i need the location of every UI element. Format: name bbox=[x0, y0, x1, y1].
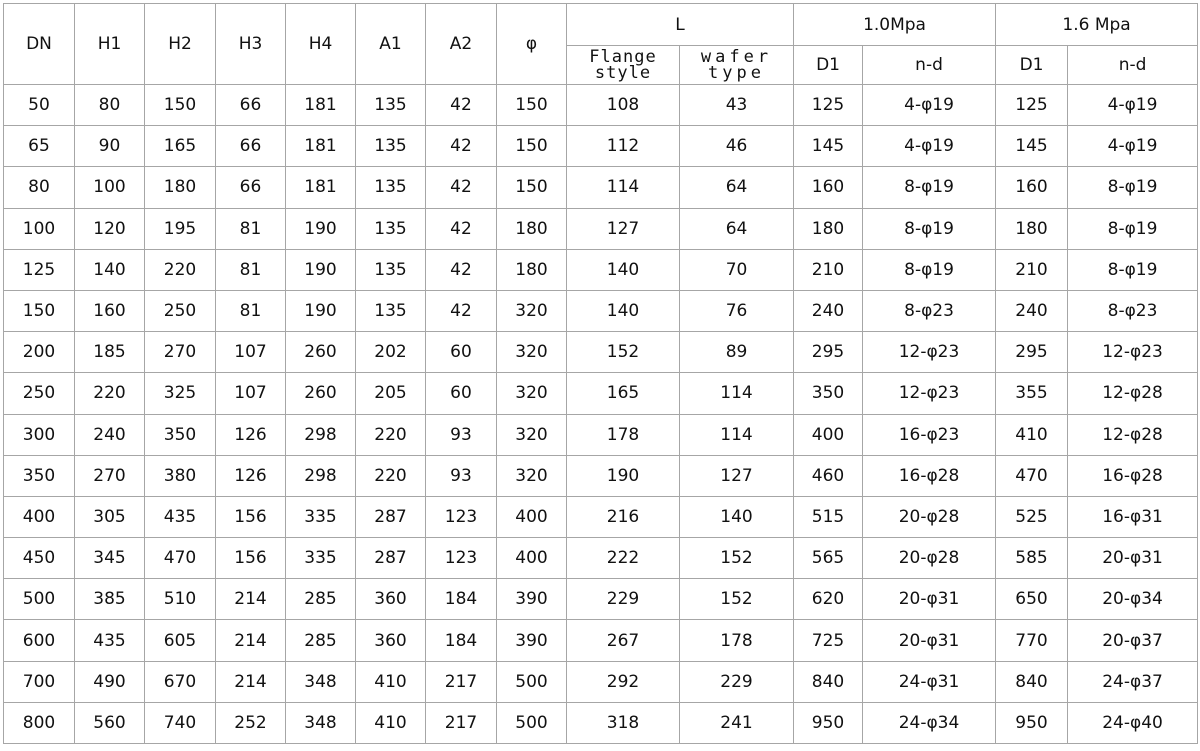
table-row bbox=[4, 208, 1198, 249]
cell-h4: 298 bbox=[286, 414, 356, 455]
cell-p16-nd: 4-φ19 bbox=[1068, 126, 1198, 167]
cell-l-flange: 229 bbox=[567, 579, 680, 620]
cell-a2: 42 bbox=[426, 208, 497, 249]
cell-h4: 190 bbox=[286, 290, 356, 331]
cell-l-flange: 114 bbox=[567, 167, 680, 208]
header-a2: A2 bbox=[426, 4, 497, 85]
cell-h2: 195 bbox=[145, 208, 216, 249]
table-row bbox=[4, 373, 1198, 414]
cell-a1: 135 bbox=[356, 126, 426, 167]
cell-a2: 184 bbox=[426, 579, 497, 620]
cell-h3: 156 bbox=[216, 496, 286, 537]
cell-p16-d1: 160 bbox=[996, 167, 1068, 208]
cell-l-wafer: 114 bbox=[680, 373, 794, 414]
header-row-top bbox=[4, 4, 1198, 46]
table-row bbox=[4, 620, 1198, 661]
cell-a2: 42 bbox=[426, 249, 497, 290]
cell-l-wafer: 64 bbox=[680, 167, 794, 208]
cell-l-wafer: 178 bbox=[680, 620, 794, 661]
cell-h1: 185 bbox=[75, 332, 145, 373]
table-header bbox=[4, 4, 1198, 85]
cell-p10-nd: 8-φ19 bbox=[863, 249, 996, 290]
cell-phi: 320 bbox=[497, 414, 567, 455]
cell-h3: 214 bbox=[216, 661, 286, 702]
header-pressure-1-0: 1.0Mpa bbox=[794, 4, 996, 46]
cell-l-flange: 140 bbox=[567, 290, 680, 331]
cell-phi: 320 bbox=[497, 290, 567, 331]
cell-h2: 470 bbox=[145, 538, 216, 579]
cell-h2: 220 bbox=[145, 249, 216, 290]
cell-phi: 400 bbox=[497, 496, 567, 537]
header-l-flange-line1: Flange bbox=[589, 47, 657, 67]
cell-a2: 93 bbox=[426, 455, 497, 496]
cell-l-wafer: 46 bbox=[680, 126, 794, 167]
cell-a2: 123 bbox=[426, 538, 497, 579]
cell-h1: 80 bbox=[75, 85, 145, 126]
cell-h2: 435 bbox=[145, 496, 216, 537]
cell-p10-d1: 125 bbox=[794, 85, 863, 126]
cell-h2: 350 bbox=[145, 414, 216, 455]
cell-h1: 490 bbox=[75, 661, 145, 702]
cell-dn: 500 bbox=[4, 579, 75, 620]
cell-phi: 180 bbox=[497, 208, 567, 249]
cell-h1: 120 bbox=[75, 208, 145, 249]
cell-l-flange: 108 bbox=[567, 85, 680, 126]
cell-l-wafer: 70 bbox=[680, 249, 794, 290]
cell-p10-nd: 24-φ31 bbox=[863, 661, 996, 702]
cell-p10-nd: 16-φ23 bbox=[863, 414, 996, 455]
cell-p16-nd: 12-φ23 bbox=[1068, 332, 1198, 373]
cell-h4: 181 bbox=[286, 85, 356, 126]
header-l-group: L bbox=[567, 4, 794, 46]
cell-p16-d1: 355 bbox=[996, 373, 1068, 414]
cell-phi: 400 bbox=[497, 538, 567, 579]
cell-h4: 190 bbox=[286, 208, 356, 249]
cell-h1: 160 bbox=[75, 290, 145, 331]
cell-h2: 180 bbox=[145, 167, 216, 208]
cell-h1: 560 bbox=[75, 702, 145, 743]
cell-a1: 410 bbox=[356, 702, 426, 743]
cell-p10-d1: 620 bbox=[794, 579, 863, 620]
table-row bbox=[4, 332, 1198, 373]
cell-a1: 135 bbox=[356, 85, 426, 126]
header-dn: DN bbox=[4, 4, 75, 85]
cell-a1: 202 bbox=[356, 332, 426, 373]
cell-p10-d1: 295 bbox=[794, 332, 863, 373]
cell-p10-d1: 565 bbox=[794, 538, 863, 579]
cell-l-flange: 152 bbox=[567, 332, 680, 373]
cell-l-wafer: 241 bbox=[680, 702, 794, 743]
cell-h2: 325 bbox=[145, 373, 216, 414]
cell-a1: 410 bbox=[356, 661, 426, 702]
cell-l-wafer: 89 bbox=[680, 332, 794, 373]
cell-dn: 400 bbox=[4, 496, 75, 537]
cell-p10-nd: 12-φ23 bbox=[863, 373, 996, 414]
cell-h1: 220 bbox=[75, 373, 145, 414]
cell-a2: 184 bbox=[426, 620, 497, 661]
cell-l-flange: 178 bbox=[567, 414, 680, 455]
cell-h2: 380 bbox=[145, 455, 216, 496]
cell-l-flange: 267 bbox=[567, 620, 680, 661]
cell-h1: 435 bbox=[75, 620, 145, 661]
cell-h2: 740 bbox=[145, 702, 216, 743]
cell-p10-nd: 20-φ31 bbox=[863, 579, 996, 620]
cell-p10-nd: 8-φ23 bbox=[863, 290, 996, 331]
cell-h2: 270 bbox=[145, 332, 216, 373]
cell-h3: 156 bbox=[216, 538, 286, 579]
cell-h3: 81 bbox=[216, 208, 286, 249]
cell-p10-d1: 180 bbox=[794, 208, 863, 249]
cell-a1: 287 bbox=[356, 496, 426, 537]
cell-dn: 800 bbox=[4, 702, 75, 743]
cell-h4: 285 bbox=[286, 579, 356, 620]
cell-p10-d1: 145 bbox=[794, 126, 863, 167]
cell-h1: 90 bbox=[75, 126, 145, 167]
cell-h4: 285 bbox=[286, 620, 356, 661]
cell-h1: 240 bbox=[75, 414, 145, 455]
cell-a1: 135 bbox=[356, 167, 426, 208]
table-row bbox=[4, 702, 1198, 743]
cell-phi: 500 bbox=[497, 661, 567, 702]
cell-l-wafer: 127 bbox=[680, 455, 794, 496]
header-h2: H2 bbox=[145, 4, 216, 85]
cell-a2: 217 bbox=[426, 702, 497, 743]
cell-a2: 60 bbox=[426, 332, 497, 373]
cell-a1: 287 bbox=[356, 538, 426, 579]
cell-h4: 260 bbox=[286, 332, 356, 373]
cell-p16-d1: 240 bbox=[996, 290, 1068, 331]
cell-p10-nd: 4-φ19 bbox=[863, 85, 996, 126]
cell-l-flange: 140 bbox=[567, 249, 680, 290]
cell-h1: 385 bbox=[75, 579, 145, 620]
cell-dn: 350 bbox=[4, 455, 75, 496]
cell-h3: 66 bbox=[216, 167, 286, 208]
cell-h3: 214 bbox=[216, 620, 286, 661]
cell-phi: 320 bbox=[497, 332, 567, 373]
cell-p10-nd: 4-φ19 bbox=[863, 126, 996, 167]
cell-h2: 510 bbox=[145, 579, 216, 620]
cell-a1: 360 bbox=[356, 620, 426, 661]
header-p10-nd: n-d bbox=[863, 46, 996, 85]
cell-a1: 135 bbox=[356, 208, 426, 249]
header-l-flange-line2: style bbox=[594, 63, 652, 83]
dimension-spec-table bbox=[3, 3, 1198, 744]
cell-h1: 270 bbox=[75, 455, 145, 496]
cell-p16-nd: 24-φ37 bbox=[1068, 661, 1198, 702]
cell-h4: 335 bbox=[286, 538, 356, 579]
cell-p16-nd: 8-φ23 bbox=[1068, 290, 1198, 331]
cell-h3: 81 bbox=[216, 290, 286, 331]
cell-p16-nd: 16-φ31 bbox=[1068, 496, 1198, 537]
header-h1: H1 bbox=[75, 4, 145, 85]
cell-h1: 305 bbox=[75, 496, 145, 537]
cell-dn: 150 bbox=[4, 290, 75, 331]
cell-h4: 260 bbox=[286, 373, 356, 414]
cell-p10-d1: 515 bbox=[794, 496, 863, 537]
cell-dn: 65 bbox=[4, 126, 75, 167]
cell-l-wafer: 43 bbox=[680, 85, 794, 126]
cell-h1: 140 bbox=[75, 249, 145, 290]
cell-phi: 500 bbox=[497, 702, 567, 743]
cell-p16-nd: 20-φ31 bbox=[1068, 538, 1198, 579]
cell-dn: 300 bbox=[4, 414, 75, 455]
cell-h4: 335 bbox=[286, 496, 356, 537]
table-row bbox=[4, 85, 1198, 126]
table-row bbox=[4, 579, 1198, 620]
cell-h4: 348 bbox=[286, 702, 356, 743]
cell-h2: 150 bbox=[145, 85, 216, 126]
cell-phi: 150 bbox=[497, 167, 567, 208]
cell-h3: 66 bbox=[216, 126, 286, 167]
table-row bbox=[4, 126, 1198, 167]
cell-p16-nd: 12-φ28 bbox=[1068, 373, 1198, 414]
cell-p16-d1: 525 bbox=[996, 496, 1068, 537]
table-row bbox=[4, 455, 1198, 496]
cell-h3: 107 bbox=[216, 332, 286, 373]
header-h4: H4 bbox=[286, 4, 356, 85]
cell-p10-d1: 350 bbox=[794, 373, 863, 414]
table-row bbox=[4, 167, 1198, 208]
cell-a2: 42 bbox=[426, 290, 497, 331]
cell-h3: 66 bbox=[216, 85, 286, 126]
cell-dn: 125 bbox=[4, 249, 75, 290]
header-l-wafer-type bbox=[680, 46, 794, 85]
cell-l-flange: 190 bbox=[567, 455, 680, 496]
cell-a2: 42 bbox=[426, 126, 497, 167]
cell-a1: 220 bbox=[356, 414, 426, 455]
cell-p10-d1: 210 bbox=[794, 249, 863, 290]
cell-p16-nd: 8-φ19 bbox=[1068, 167, 1198, 208]
cell-p10-nd: 20-φ28 bbox=[863, 538, 996, 579]
cell-p10-nd: 8-φ19 bbox=[863, 208, 996, 249]
cell-p16-d1: 210 bbox=[996, 249, 1068, 290]
cell-p10-nd: 24-φ34 bbox=[863, 702, 996, 743]
cell-a2: 42 bbox=[426, 167, 497, 208]
cell-h4: 181 bbox=[286, 167, 356, 208]
header-p16-d1: D1 bbox=[996, 46, 1068, 85]
cell-p16-d1: 180 bbox=[996, 208, 1068, 249]
cell-l-wafer: 76 bbox=[680, 290, 794, 331]
header-pressure-1-6: 1.6 Mpa bbox=[996, 4, 1198, 46]
cell-p10-nd: 20-φ28 bbox=[863, 496, 996, 537]
cell-p10-nd: 12-φ23 bbox=[863, 332, 996, 373]
cell-p16-d1: 410 bbox=[996, 414, 1068, 455]
cell-h1: 345 bbox=[75, 538, 145, 579]
cell-a1: 360 bbox=[356, 579, 426, 620]
cell-a2: 217 bbox=[426, 661, 497, 702]
cell-dn: 700 bbox=[4, 661, 75, 702]
cell-l-wafer: 140 bbox=[680, 496, 794, 537]
cell-h2: 670 bbox=[145, 661, 216, 702]
cell-p16-nd: 24-φ40 bbox=[1068, 702, 1198, 743]
table-row bbox=[4, 496, 1198, 537]
cell-h3: 252 bbox=[216, 702, 286, 743]
cell-phi: 180 bbox=[497, 249, 567, 290]
cell-l-flange: 165 bbox=[567, 373, 680, 414]
cell-l-wafer: 229 bbox=[680, 661, 794, 702]
cell-p10-d1: 950 bbox=[794, 702, 863, 743]
cell-a1: 220 bbox=[356, 455, 426, 496]
cell-p10-nd: 16-φ28 bbox=[863, 455, 996, 496]
header-p16-nd: n-d bbox=[1068, 46, 1198, 85]
cell-l-wafer: 152 bbox=[680, 579, 794, 620]
cell-p16-d1: 295 bbox=[996, 332, 1068, 373]
table-row bbox=[4, 538, 1198, 579]
cell-p16-d1: 125 bbox=[996, 85, 1068, 126]
cell-h1: 100 bbox=[75, 167, 145, 208]
cell-l-flange: 127 bbox=[567, 208, 680, 249]
cell-phi: 390 bbox=[497, 579, 567, 620]
cell-p16-d1: 950 bbox=[996, 702, 1068, 743]
cell-phi: 150 bbox=[497, 85, 567, 126]
cell-p16-nd: 12-φ28 bbox=[1068, 414, 1198, 455]
cell-h2: 250 bbox=[145, 290, 216, 331]
cell-p10-nd: 8-φ19 bbox=[863, 167, 996, 208]
cell-dn: 100 bbox=[4, 208, 75, 249]
cell-h4: 190 bbox=[286, 249, 356, 290]
cell-dn: 600 bbox=[4, 620, 75, 661]
header-a1: A1 bbox=[356, 4, 426, 85]
cell-a1: 135 bbox=[356, 249, 426, 290]
cell-dn: 250 bbox=[4, 373, 75, 414]
table-body bbox=[4, 85, 1198, 744]
cell-p16-d1: 840 bbox=[996, 661, 1068, 702]
cell-h2: 605 bbox=[145, 620, 216, 661]
cell-h4: 181 bbox=[286, 126, 356, 167]
header-h3: H3 bbox=[216, 4, 286, 85]
cell-p10-d1: 160 bbox=[794, 167, 863, 208]
table-row bbox=[4, 661, 1198, 702]
cell-p16-d1: 770 bbox=[996, 620, 1068, 661]
cell-p10-d1: 400 bbox=[794, 414, 863, 455]
cell-h3: 126 bbox=[216, 455, 286, 496]
cell-p16-d1: 470 bbox=[996, 455, 1068, 496]
cell-dn: 50 bbox=[4, 85, 75, 126]
cell-p16-nd: 20-φ37 bbox=[1068, 620, 1198, 661]
cell-l-wafer: 152 bbox=[680, 538, 794, 579]
cell-h4: 348 bbox=[286, 661, 356, 702]
cell-phi: 320 bbox=[497, 373, 567, 414]
cell-phi: 390 bbox=[497, 620, 567, 661]
cell-l-flange: 318 bbox=[567, 702, 680, 743]
cell-p16-d1: 145 bbox=[996, 126, 1068, 167]
header-p10-d1: D1 bbox=[794, 46, 863, 85]
cell-dn: 200 bbox=[4, 332, 75, 373]
cell-l-wafer: 64 bbox=[680, 208, 794, 249]
cell-l-flange: 292 bbox=[567, 661, 680, 702]
table-row bbox=[4, 249, 1198, 290]
cell-l-flange: 112 bbox=[567, 126, 680, 167]
cell-p10-d1: 840 bbox=[794, 661, 863, 702]
cell-p10-d1: 725 bbox=[794, 620, 863, 661]
cell-a2: 60 bbox=[426, 373, 497, 414]
header-phi: φ bbox=[497, 4, 567, 85]
cell-p16-nd: 16-φ28 bbox=[1068, 455, 1198, 496]
cell-l-flange: 216 bbox=[567, 496, 680, 537]
cell-phi: 320 bbox=[497, 455, 567, 496]
cell-p10-d1: 460 bbox=[794, 455, 863, 496]
cell-h4: 298 bbox=[286, 455, 356, 496]
cell-a2: 123 bbox=[426, 496, 497, 537]
cell-h2: 165 bbox=[145, 126, 216, 167]
table-row bbox=[4, 290, 1198, 331]
cell-a1: 135 bbox=[356, 290, 426, 331]
header-l-flange-style bbox=[567, 46, 680, 85]
cell-h3: 126 bbox=[216, 414, 286, 455]
cell-h3: 107 bbox=[216, 373, 286, 414]
cell-dn: 80 bbox=[4, 167, 75, 208]
cell-phi: 150 bbox=[497, 126, 567, 167]
cell-p10-nd: 20-φ31 bbox=[863, 620, 996, 661]
cell-l-wafer: 114 bbox=[680, 414, 794, 455]
cell-h3: 81 bbox=[216, 249, 286, 290]
cell-a2: 42 bbox=[426, 85, 497, 126]
cell-p16-d1: 650 bbox=[996, 579, 1068, 620]
header-l-wafer-line1: wafer bbox=[700, 47, 773, 67]
cell-p16-nd: 4-φ19 bbox=[1068, 85, 1198, 126]
table-row bbox=[4, 414, 1198, 455]
cell-l-flange: 222 bbox=[567, 538, 680, 579]
cell-p16-nd: 8-φ19 bbox=[1068, 249, 1198, 290]
cell-dn: 450 bbox=[4, 538, 75, 579]
cell-p16-nd: 8-φ19 bbox=[1068, 208, 1198, 249]
header-l-wafer-line2: type bbox=[708, 63, 765, 83]
cell-p10-d1: 240 bbox=[794, 290, 863, 331]
cell-p16-nd: 20-φ34 bbox=[1068, 579, 1198, 620]
cell-a1: 205 bbox=[356, 373, 426, 414]
cell-h3: 214 bbox=[216, 579, 286, 620]
cell-a2: 93 bbox=[426, 414, 497, 455]
cell-p16-d1: 585 bbox=[996, 538, 1068, 579]
